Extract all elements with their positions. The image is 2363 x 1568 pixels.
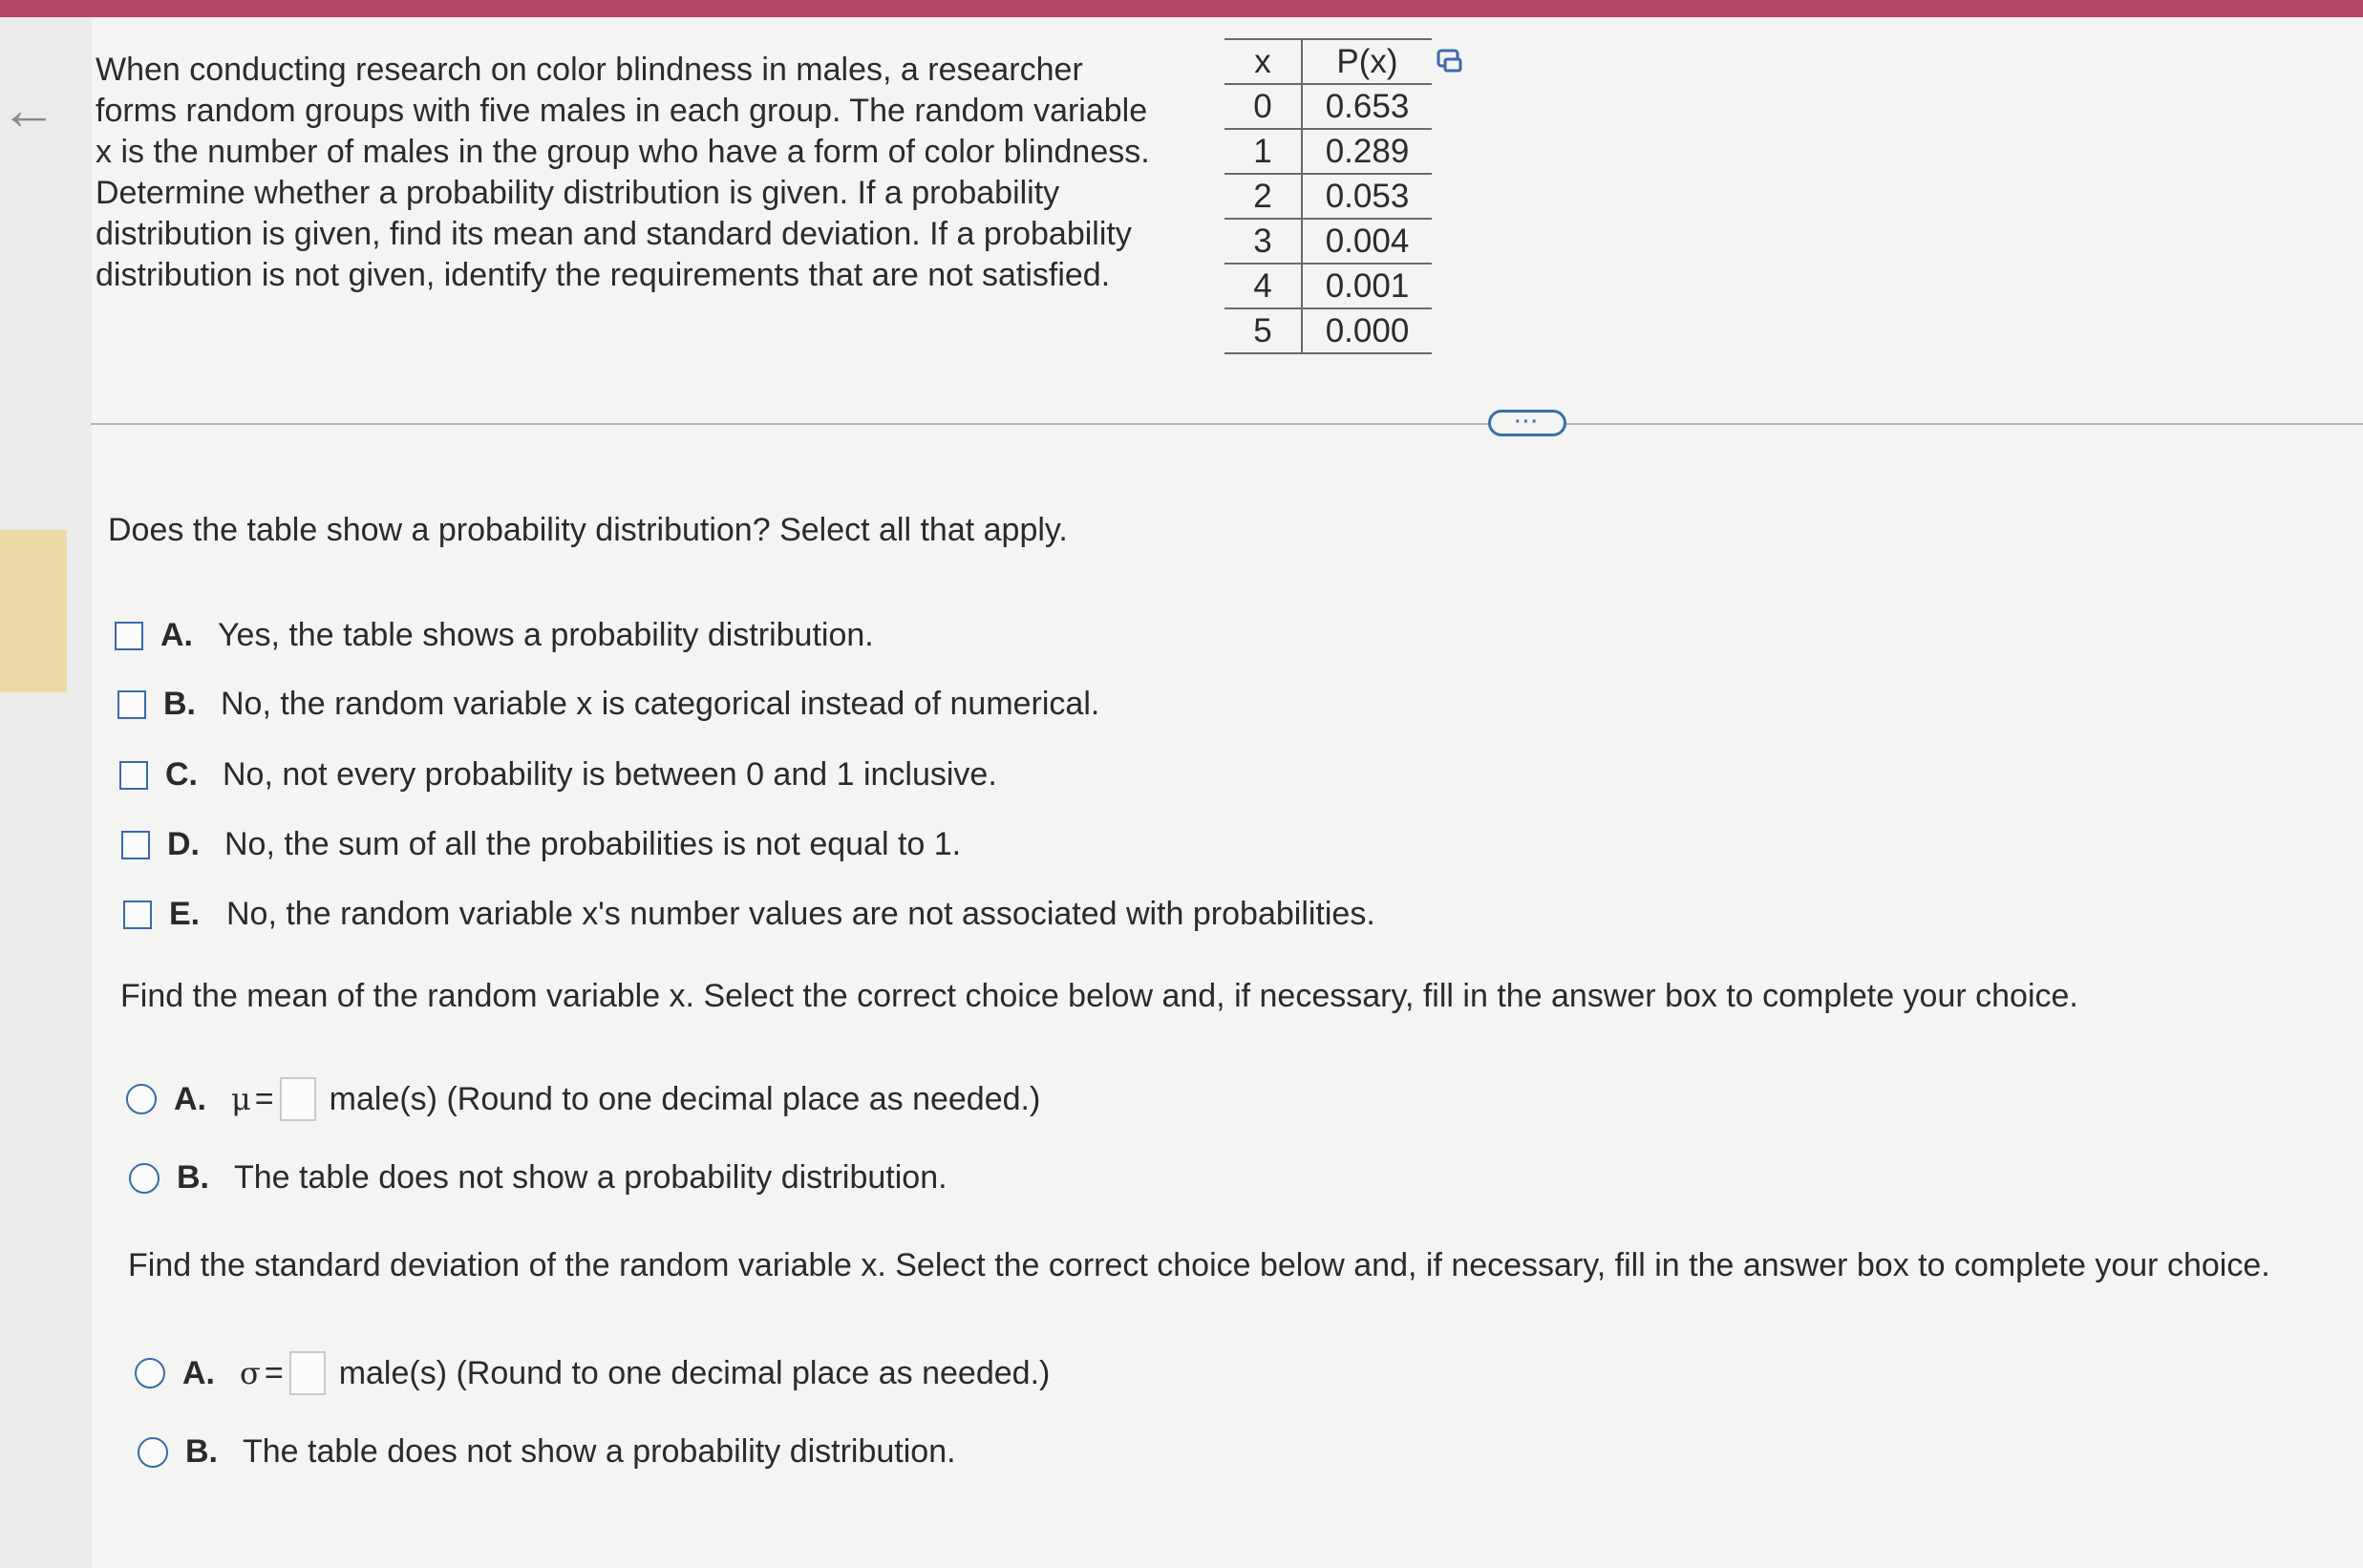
problem-line: distribution is given, find its mean and standard deviation. If a probability	[96, 216, 1132, 252]
back-arrow-icon[interactable]: ←	[0, 77, 57, 141]
sd-option-a[interactable]	[135, 1351, 1050, 1395]
cell-x: 4	[1224, 264, 1302, 308]
expand-more-button[interactable]: ···	[1488, 410, 1566, 436]
radio-button[interactable]	[129, 1163, 160, 1194]
equals-sign: =	[264, 1354, 284, 1391]
cell-px: 0.653	[1302, 84, 1432, 129]
checkbox[interactable]	[121, 831, 150, 859]
option-letter: B.	[163, 686, 196, 722]
option-letter: D.	[167, 826, 200, 862]
option-text: male(s) (Round to one decimal place as needed.)	[329, 1080, 1041, 1117]
left-rail	[0, 17, 92, 1568]
table-row	[1224, 264, 1432, 308]
option-letter: A.	[182, 1354, 215, 1391]
column-header-x: x	[1224, 39, 1302, 84]
checkbox[interactable]	[119, 761, 148, 790]
sigma-symbol: σ	[240, 1355, 261, 1391]
top-bar	[0, 0, 2363, 17]
cell-x: 3	[1224, 219, 1302, 264]
table-row	[1224, 129, 1432, 174]
problem-statement	[96, 50, 1223, 296]
cell-px: 0.004	[1302, 219, 1432, 264]
option-letter: B.	[185, 1433, 218, 1470]
checkbox-option-c[interactable]	[119, 756, 997, 794]
table-row	[1224, 219, 1432, 264]
cell-x: 0	[1224, 84, 1302, 129]
checkbox[interactable]	[115, 622, 143, 650]
checkbox[interactable]	[117, 690, 146, 719]
problem-line: When conducting research on color blindness in males, a researcher	[96, 52, 1083, 88]
option-text: Yes, the table shows a probability distribution.	[218, 617, 874, 653]
cell-px: 0.001	[1302, 264, 1432, 308]
option-letter: E.	[169, 896, 201, 932]
section-divider	[91, 423, 2363, 425]
option-text: The table does not show a probability distribution.	[243, 1433, 956, 1470]
table-row	[1224, 174, 1432, 219]
radio-button[interactable]	[135, 1358, 165, 1388]
cell-px: 0.000	[1302, 308, 1432, 353]
option-text: No, not every probability is between 0 and 1 inclusive.	[223, 756, 997, 793]
checkbox[interactable]	[123, 901, 152, 929]
question-2-prompt: Find the mean of the random variable x. Select the correct choice below and, if necessary, fill in the answer box to complete your choice.	[120, 978, 2078, 1014]
cell-x: 1	[1224, 129, 1302, 174]
checkbox-option-b[interactable]	[117, 686, 1099, 723]
question-3-prompt: Find the standard deviation of the random variable x. Select the correct choice below and, if necessary, fill in the answer box to complete your choice.	[128, 1247, 2270, 1283]
mean-option-a[interactable]	[126, 1077, 1040, 1121]
option-text: male(s) (Round to one decimal place as needed.)	[338, 1354, 1051, 1391]
problem-line: x is the number of males in the group who have a form of color blindness.	[96, 134, 1150, 170]
cell-x: 5	[1224, 308, 1302, 353]
option-text: No, the random variable x's number values are not associated with probabilities.	[226, 896, 1375, 932]
copy-table-icon[interactable]	[1436, 48, 1464, 76]
cell-px: 0.289	[1302, 129, 1432, 174]
option-text: The table does not show a probability distribution.	[234, 1159, 947, 1196]
problem-line: forms random groups with five males in each group. The random variable	[96, 93, 1148, 129]
table-row	[1224, 308, 1432, 353]
table-header-row	[1224, 39, 1432, 84]
checkbox-option-d[interactable]	[121, 826, 961, 863]
option-text: No, the random variable x is categorical instead of numerical.	[221, 686, 1100, 722]
problem-line: Determine whether a probability distribution is given. If a probability	[96, 175, 1060, 211]
radio-button[interactable]	[138, 1437, 168, 1468]
column-header-px: P(x)	[1302, 39, 1432, 84]
cell-px: 0.053	[1302, 174, 1432, 219]
option-text: No, the sum of all the probabilities is not equal to 1.	[224, 826, 962, 862]
option-letter: C.	[165, 756, 198, 793]
table-row	[1224, 84, 1432, 129]
question-1-prompt: Does the table show a probability distribution? Select all that apply.	[108, 512, 1068, 548]
mu-symbol: μ	[231, 1081, 251, 1117]
mean-option-b[interactable]	[129, 1159, 947, 1197]
sd-option-b[interactable]	[138, 1433, 956, 1471]
radio-button[interactable]	[126, 1084, 157, 1114]
equals-sign: =	[254, 1080, 274, 1117]
cell-x: 2	[1224, 174, 1302, 219]
problem-line: distribution is not given, identify the requirements that are not satisfied.	[96, 257, 1111, 293]
checkbox-option-a[interactable]	[115, 617, 874, 654]
option-letter: A.	[174, 1080, 206, 1117]
mean-answer-input[interactable]	[280, 1077, 316, 1121]
question-marker	[0, 530, 67, 692]
probability-table	[1224, 38, 1432, 354]
option-letter: A.	[160, 617, 193, 653]
sd-answer-input[interactable]	[289, 1351, 326, 1395]
option-letter: B.	[177, 1159, 209, 1196]
checkbox-option-e[interactable]	[123, 896, 1375, 933]
